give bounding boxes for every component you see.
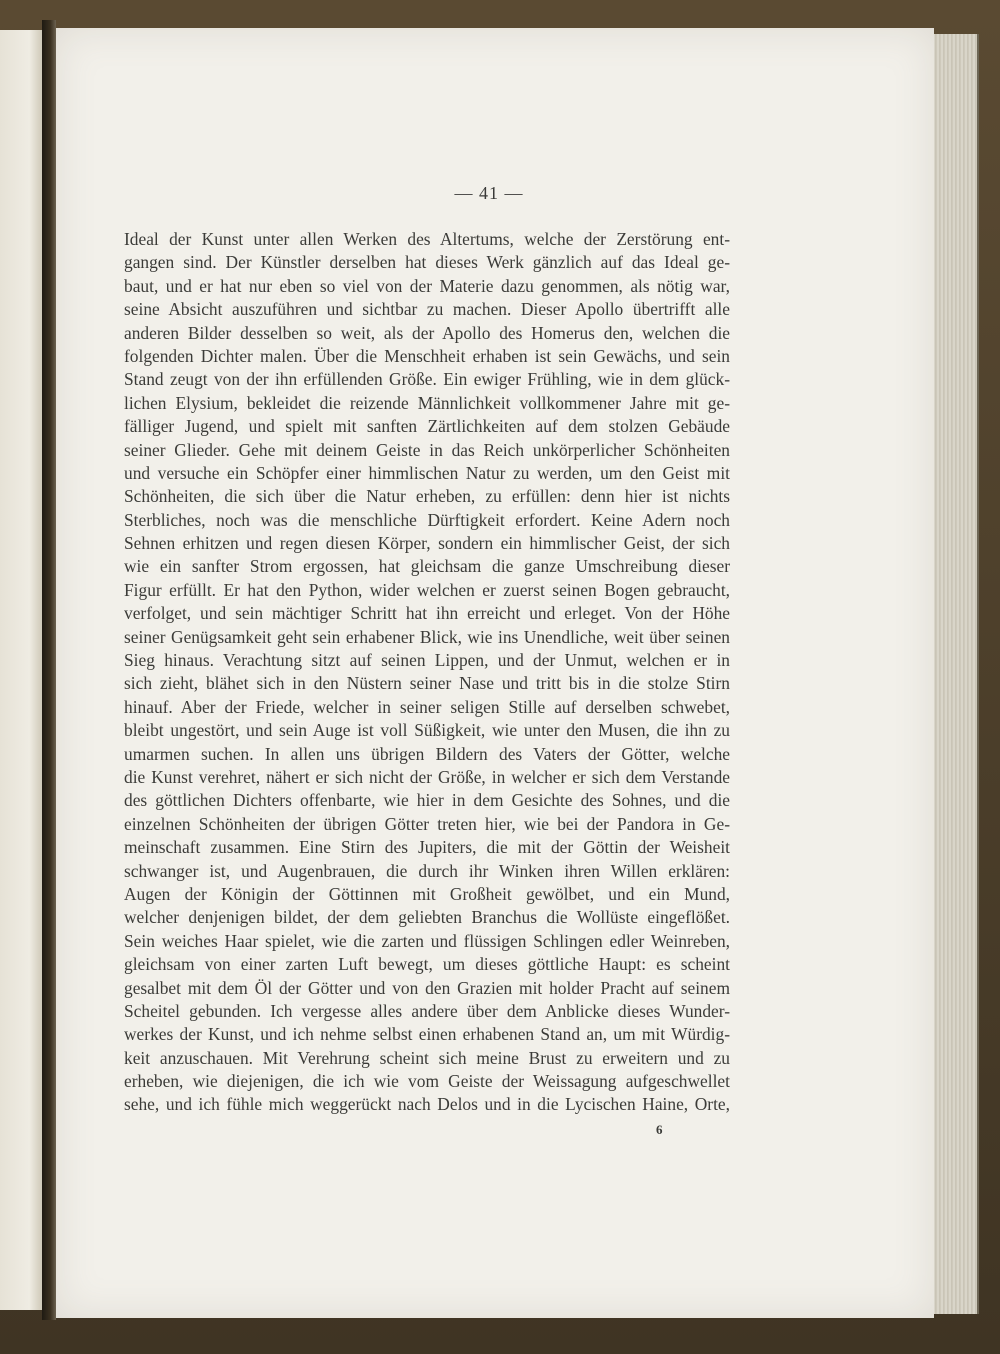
- text-line: Figur erfüllt. Er hat den Python, wider welchen er zuerst seinen Bogen gebraucht,: [124, 579, 730, 600]
- text-line: wie ein sanfter Strom ergossen, hat gleichsam die ganze Umschreibung dieser: [124, 556, 730, 577]
- text-line: Sein weiches Haar spielet, wie die zarten und flüssigen Schlingen edler Weinreben,: [124, 930, 730, 951]
- text-line: des göttlichen Dichters offenbarte, wie hier in dem Gesichte des Sohnes, und die: [124, 790, 730, 811]
- book-page: [56, 28, 934, 1318]
- text-line: hinauf. Aber der Friede, welcher in seiner seligen Stille auf derselben schwebet,: [124, 696, 730, 717]
- text-line: Stand zeugt von der ihn erfüllenden Größe. Ein ewiger Frühling, wie in dem glück-: [124, 369, 730, 390]
- text-line: Sterbliches, noch was die menschliche Dürftigkeit erfordert. Keine Adern noch: [124, 509, 730, 530]
- text-line: Schönheiten, die sich über die Natur erheben, zu erfüllen: denn hier ist nichts: [124, 486, 730, 507]
- text-line: Sehnen erhitzen und regen diesen Körper, sondern ein himmlischer Geist, der sich: [124, 533, 730, 554]
- text-line: baut, und er hat nur eben so viel von der Materie dazu genommen, als nötig war,: [124, 275, 730, 296]
- text-line: die Kunst verehret, nähert er sich nicht der Größe, in welcher er sich dem Verstande: [124, 766, 730, 787]
- text-line: seiner Glieder. Gehe mit deinem Geiste in das Reich unkörperlicher Schönheiten: [124, 439, 730, 460]
- book-spine: [42, 20, 56, 1320]
- text-line: folgenden Dichter malen. Über die Menschheit erhaben ist sein Gewächs, und sein: [124, 345, 730, 366]
- text-line: meinschaft zusammen. Eine Stirn des Jupiters, die mit der Göttin der Weisheit: [124, 837, 730, 858]
- signature-mark: 6: [656, 1122, 663, 1137]
- text-line: werkes der Kunst, und ich nehme selbst einen erhabenen Stand an, um mit Würdig-: [124, 1024, 730, 1045]
- text-line: Ideal der Kunst unter allen Werken des Altertums, welche der Zerstörung ent-: [124, 229, 730, 249]
- text-line: erheben, wie diejenigen, die ich wie vom Geiste der Weissagung aufgeschwellet: [124, 1071, 730, 1092]
- text-line: seiner Genügsamkeit geht sein erhabener Blick, wie ins Unendliche, weit über seinen: [124, 626, 730, 647]
- page-stack-edges: [928, 34, 979, 1314]
- text-line: lichen Elysium, bekleidet die reizende Männlichkeit vollkommener Jahre mit ge-: [124, 392, 730, 413]
- text-line: Scheitel gebunden. Ich vergesse alles andere über dem Anblicke dieses Wunder-: [124, 1000, 730, 1021]
- page-number: — 41 —: [454, 183, 524, 203]
- text-line: sehe, und ich fühle mich weggerückt nach Delos und in die Lycischen Haine, Orte,: [124, 1094, 730, 1115]
- text-line: verfolget, und sein mächtiger Schritt hat ihn erreicht und erleget. Von der Höhe: [124, 603, 730, 624]
- text-line: gangen sind. Der Künstler derselben hat dieses Werk gänzlich auf das Ideal ge-: [124, 252, 730, 273]
- text-line: Sieg hinaus. Verachtung sitzt auf seinen Lippen, und der Unmut, welchen er in: [124, 650, 730, 671]
- text-line: anderen Bilder desselben so weit, als der Apollo des Homerus den, welchen die: [124, 322, 730, 343]
- text-line: umarmen suchen. In allen uns übrigen Bildern des Vaters der Götter, welche: [124, 743, 730, 764]
- text-line: welcher denjenigen bildet, der dem geliebten Branchus die Wollüste eingeflößet.: [124, 907, 730, 928]
- text-line: keit anzuschauen. Mit Verehrung scheint sich meine Brust zu erweitern und zu: [124, 1047, 730, 1068]
- text-line: bleibt ungestört, und sein Auge ist voll Süßigkeit, wie unter den Musen, die ihn zu: [124, 720, 730, 741]
- left-page-edge: [0, 30, 44, 1310]
- text-line: seine Absicht auszuführen und sichtbar zu machen. Dieser Apollo übertrifft alle: [124, 299, 730, 320]
- text-line: gesalbet mit dem Öl der Götter und von den Grazien mit holder Pracht auf seinem: [124, 977, 730, 998]
- text-line: gleichsam von einer zarten Luft bewegt, um dieses göttliche Haupt: es scheint: [124, 954, 730, 975]
- text-line: einzelnen Schönheiten der übrigen Götter treten hier, wie bei der Pandora in Ge-: [124, 813, 730, 834]
- text-line: sich zieht, blähet sich in den Nüstern seiner Nase und tritt bis in die stolze Stirn: [124, 673, 730, 694]
- text-line: fälliger Jugend, und spielt mit sanften Zärtlichkeiten auf dem stolzen Gebäude: [124, 416, 730, 437]
- text-line: und versuche ein Schöpfer einer himmlischen Natur zu werden, um den Geist mit: [124, 462, 730, 483]
- text-line: schwanger ist, und Augenbrauen, die durch ihr Winken ihren Willen erklären:: [124, 860, 730, 881]
- text-line: Augen der Königin der Göttinnen mit Großheit gewölbet, und ein Mund,: [124, 883, 730, 904]
- body-text: [124, 228, 730, 1117]
